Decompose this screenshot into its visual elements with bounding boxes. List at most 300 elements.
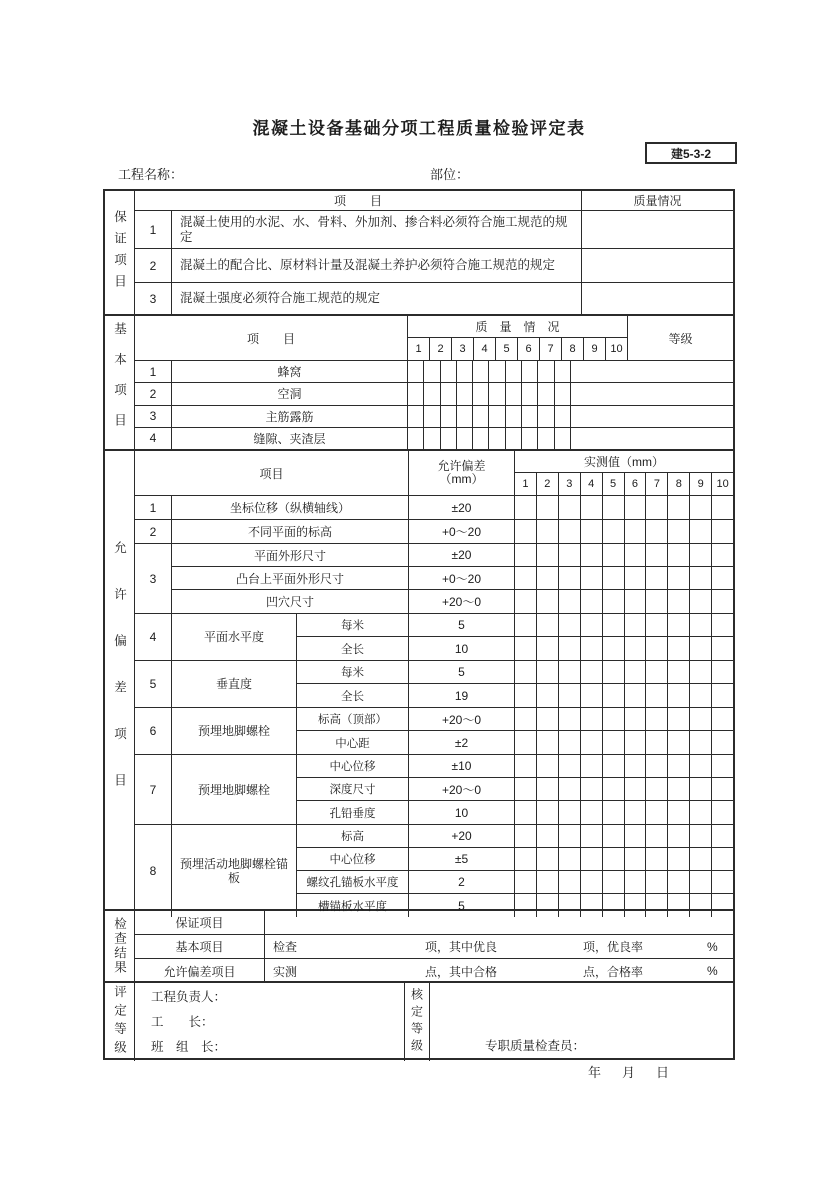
grid-cell[interactable] [712,708,733,730]
basic-row [135,383,733,405]
grid-cell[interactable] [537,520,559,543]
grid-cell[interactable] [559,871,581,893]
grid-cell[interactable] [668,614,690,636]
grid-cell[interactable] [668,871,690,893]
grid-cell[interactable] [581,778,603,800]
grid-cell[interactable] [712,567,733,589]
location-label: 部位： [430,167,470,182]
grid-cell[interactable] [668,661,690,683]
column-number: 8 [668,473,690,495]
grid-cell[interactable] [473,361,489,382]
grid-cell[interactable] [690,731,712,754]
grid-cell[interactable] [668,848,690,870]
deviation-subitem: 全长 [297,684,409,707]
grid-cell[interactable] [559,661,581,683]
grid-cell[interactable] [690,661,712,683]
grid-cell[interactable] [537,637,559,660]
grid-cell[interactable] [441,406,457,427]
grid-cell[interactable] [489,406,505,427]
deviation-measured-cells [515,731,733,754]
guarantee-quality-cell[interactable] [582,283,733,314]
check-guarantee-result-field[interactable] [265,911,733,934]
grid-cell[interactable] [690,544,712,566]
grid-cell[interactable] [515,520,537,543]
grid-cell[interactable] [646,801,668,824]
grid-cell[interactable] [690,778,712,800]
grid-cell[interactable] [559,801,581,824]
grid-cell[interactable] [537,661,559,683]
grid-cell[interactable] [441,428,457,449]
grid-cell[interactable] [408,428,424,449]
grid-cell[interactable] [712,544,733,566]
grid-cell[interactable] [559,825,581,847]
grid-cell[interactable] [522,361,538,382]
grid-cell[interactable] [603,637,625,660]
deviation-allow-value: ±20 [409,496,515,519]
grid-cell[interactable] [515,590,537,613]
guarantee-header-quality: 质量情况 [633,194,682,208]
grid-cell[interactable] [581,684,603,707]
grid-cell[interactable] [712,801,733,824]
grid-cell[interactable] [625,871,647,893]
grid-cell[interactable] [441,383,457,404]
deviation-header-measured: 实测值（mm） [515,451,733,473]
grid-cell[interactable] [515,708,537,730]
grid-cell[interactable] [555,383,570,404]
grid-cell[interactable] [581,848,603,870]
grid-cell[interactable] [581,871,603,893]
deviation-item-number: 5 [135,661,172,707]
grid-cell[interactable] [559,496,581,519]
grid-cell[interactable] [506,428,522,449]
grid-cell[interactable] [515,778,537,800]
grid-cell[interactable] [625,544,647,566]
grid-cell[interactable] [581,661,603,683]
column-number: 5 [603,473,625,495]
basic-grade-cell[interactable] [571,406,733,427]
grid-cell[interactable] [506,361,522,382]
grid-cell[interactable] [625,755,647,777]
grid-cell[interactable] [690,708,712,730]
basic-section-label: 基本项目 [105,316,135,449]
grid-cell[interactable] [559,590,581,613]
grid-cell[interactable] [625,567,647,589]
grid-cell[interactable] [646,848,668,870]
grid-cell[interactable] [506,406,522,427]
grid-cell[interactable] [690,637,712,660]
grid-cell[interactable] [603,801,625,824]
grid-cell[interactable] [603,496,625,519]
check-basic-prefix: 检查 [273,940,298,954]
grid-cell[interactable] [581,567,603,589]
grid-cell[interactable] [538,406,554,427]
grid-cell[interactable] [712,637,733,660]
grid-cell[interactable] [625,496,647,519]
grid-cell[interactable] [555,406,570,427]
grid-cell[interactable] [646,708,668,730]
grid-cell[interactable] [690,755,712,777]
grid-cell[interactable] [646,637,668,660]
column-number: 9 [584,338,606,360]
deviation-header-row [135,451,733,496]
grid-cell[interactable] [515,544,537,566]
grid-cell[interactable] [625,708,647,730]
grid-cell[interactable] [522,383,538,404]
check-basic-label: 基本项目 [135,935,265,958]
grid-cell[interactable] [712,590,733,613]
guarantee-item-number: 3 [135,283,172,314]
deviation-measured-cells [515,825,733,847]
grid-cell[interactable] [712,496,733,519]
grid-cell[interactable] [559,684,581,707]
grid-cell[interactable] [712,825,733,847]
grid-cell[interactable] [559,637,581,660]
grid-cell[interactable] [646,731,668,754]
grid-cell[interactable] [712,731,733,754]
grid-cell[interactable] [515,684,537,707]
column-number: 7 [540,338,562,360]
check-basic-result-field[interactable] [265,935,734,958]
basic-item-text: 主筋露筋 [172,406,408,427]
deviation-allow-value: 2 [409,871,515,893]
grid-cell[interactable] [489,361,505,382]
grid-cell[interactable] [625,661,647,683]
grid-cell[interactable] [646,755,668,777]
grid-cell[interactable] [515,755,537,777]
guarantee-item-text: 混凝土的配合比、原材料计量及混凝土养护必须符合施工规范的规定 [172,249,582,282]
grid-cell[interactable] [424,383,440,404]
deviation-item-text: 凹穴尺寸 [172,590,409,613]
date-line: 年 月 日 [588,1065,674,1080]
grid-cell[interactable] [424,361,440,382]
grid-cell[interactable] [537,848,559,870]
deviation-header-measured-block [515,451,733,495]
basic-grade-cell[interactable] [571,383,733,404]
deviation-allow-value: +20 [409,825,515,847]
grid-cell[interactable] [690,567,712,589]
grid-cell[interactable] [646,567,668,589]
grid-cell[interactable] [538,361,554,382]
grid-cell[interactable] [559,755,581,777]
column-number: 5 [496,338,518,360]
grid-cell[interactable] [625,778,647,800]
grid-cell[interactable] [537,755,559,777]
grid-cell[interactable] [537,590,559,613]
grid-cell[interactable] [603,755,625,777]
deviation-item-number: 1 [135,496,172,519]
grid-cell[interactable] [668,496,690,519]
deviation-subitem: 每米 [297,614,409,636]
grid-cell[interactable] [603,825,625,847]
grid-cell[interactable] [646,684,668,707]
grid-cell[interactable] [581,708,603,730]
grid-cell[interactable] [522,428,538,449]
grid-cell[interactable] [457,383,473,404]
grid-cell[interactable] [712,684,733,707]
grid-cell[interactable] [690,496,712,519]
grid-cell[interactable] [522,406,538,427]
grid-cell[interactable] [515,496,537,519]
grid-cell[interactable] [668,637,690,660]
grid-cell[interactable] [559,614,581,636]
grid-cell[interactable] [555,361,570,382]
guarantee-header-row [135,191,733,211]
grid-cell[interactable] [408,383,424,404]
grid-cell[interactable] [537,801,559,824]
check-basic-percent: % [707,939,718,954]
grid-cell[interactable] [581,801,603,824]
grid-cell[interactable] [712,661,733,683]
grid-cell[interactable] [473,428,489,449]
grid-cell[interactable] [537,614,559,636]
grid-cell[interactable] [515,637,537,660]
grid-cell[interactable] [690,614,712,636]
grid-cell[interactable] [457,361,473,382]
deviation-measured-cells [515,848,733,870]
grid-cell[interactable] [712,614,733,636]
grid-cell[interactable] [603,520,625,543]
deviation-header-allow [409,451,515,495]
grid-cell[interactable] [473,383,489,404]
grid-cell[interactable] [646,496,668,519]
grid-cell[interactable] [457,406,473,427]
grid-cell[interactable] [690,871,712,893]
grid-cell[interactable] [473,406,489,427]
grid-cell[interactable] [646,614,668,636]
deviation-group [135,661,733,708]
column-number: 2 [537,473,559,495]
guarantee-item-number: 2 [135,249,172,282]
grid-cell[interactable] [581,637,603,660]
grid-cell[interactable] [625,684,647,707]
grid-cell[interactable] [603,661,625,683]
grid-cell[interactable] [603,614,625,636]
grid-cell[interactable] [625,520,647,543]
grid-cell[interactable] [668,825,690,847]
grid-cell[interactable] [559,567,581,589]
grid-cell[interactable] [515,567,537,589]
grid-cell[interactable] [603,848,625,870]
grid-cell[interactable] [559,778,581,800]
grid-cell[interactable] [424,428,440,449]
deviation-allow-value: 5 [409,661,515,683]
grid-cell[interactable] [603,731,625,754]
grid-cell[interactable] [625,590,647,613]
grid-cell[interactable] [603,544,625,566]
guarantee-item-number: 1 [135,211,172,248]
grid-cell[interactable] [668,684,690,707]
grid-cell[interactable] [712,520,733,543]
grid-cell[interactable] [668,544,690,566]
verify-grade-field[interactable] [430,983,733,1061]
grid-cell[interactable] [515,871,537,893]
grid-cell[interactable] [690,684,712,707]
grid-cell[interactable] [646,590,668,613]
grid-cell[interactable] [538,428,554,449]
basic-quality-cells [408,428,571,449]
guarantee-section [105,191,733,316]
deviation-allow-value: ±5 [409,848,515,870]
grid-cell[interactable] [489,383,505,404]
grid-cell[interactable] [559,520,581,543]
deviation-measured-cells [515,801,733,824]
grid-cell[interactable] [646,778,668,800]
guarantee-quality-cell[interactable] [582,211,733,248]
grid-cell[interactable] [712,755,733,777]
grid-cell[interactable] [581,590,603,613]
grid-cell[interactable] [457,428,473,449]
check-guarantee-row [135,911,733,935]
basic-header-row [135,316,733,361]
deviation-group [135,544,733,614]
deviation-row [172,520,733,543]
grid-cell[interactable] [555,428,570,449]
grid-cell[interactable] [581,520,603,543]
grid-cell[interactable] [424,406,440,427]
grid-cell[interactable] [668,731,690,754]
basic-grade-cell[interactable] [571,428,733,449]
deviation-group [135,520,733,544]
grid-cell[interactable] [515,825,537,847]
grid-cell[interactable] [625,801,647,824]
grid-cell[interactable] [668,567,690,589]
deviation-subitem: 中心位移 [297,755,409,777]
deviation-subitem: 标高 [297,825,409,847]
grid-cell[interactable] [603,871,625,893]
project-name-label: 工程名称： [118,167,184,182]
grid-cell[interactable] [581,731,603,754]
deviation-measured-cells [515,637,733,660]
check-deviation-result-field[interactable] [265,959,734,983]
deviation-allow-value: 5 [409,894,515,917]
grid-cell[interactable] [581,496,603,519]
column-number: 8 [562,338,584,360]
grid-cell[interactable] [690,590,712,613]
deviation-subitem: 孔铅垂度 [297,801,409,824]
grid-cell[interactable] [515,614,537,636]
grid-cell[interactable] [646,871,668,893]
grid-cell[interactable] [537,871,559,893]
grid-cell[interactable] [559,544,581,566]
grid-cell[interactable] [625,731,647,754]
grid-cell[interactable] [668,520,690,543]
deviation-subitem: 螺纹孔锚板水平度 [297,871,409,893]
grid-cell[interactable] [506,383,522,404]
grid-cell[interactable] [690,825,712,847]
grid-cell[interactable] [603,708,625,730]
grid-cell[interactable] [603,684,625,707]
grid-cell[interactable] [690,520,712,543]
grid-cell[interactable] [581,544,603,566]
grid-cell[interactable] [537,778,559,800]
grid-cell[interactable] [603,778,625,800]
grid-cell[interactable] [489,428,505,449]
grid-cell[interactable] [668,755,690,777]
grid-cell[interactable] [408,361,424,382]
grid-cell[interactable] [537,825,559,847]
deviation-group [135,614,733,661]
grid-cell[interactable] [515,661,537,683]
grid-cell[interactable] [559,731,581,754]
deviation-measured-cells [515,520,733,543]
grid-cell[interactable] [625,614,647,636]
grid-cell[interactable] [625,637,647,660]
grid-cell[interactable] [441,361,457,382]
verify-grade-label: 核定等级 [405,983,430,1061]
column-number: 7 [646,473,668,495]
grid-cell[interactable] [646,520,668,543]
grid-cell[interactable] [712,778,733,800]
grid-cell[interactable] [690,848,712,870]
guarantee-item-text: 混凝土使用的水泥、水、骨料、外加剂、掺合料必须符合施工规范的规定 [172,211,582,248]
basic-grade-cell[interactable] [571,361,733,382]
column-number: 9 [690,473,712,495]
basic-item-text: 缝隙、夹渣层 [172,428,408,449]
deviation-row [297,614,733,637]
grid-cell[interactable] [646,661,668,683]
basic-item-number: 1 [135,361,172,382]
basic-header-grade: 等级 [668,331,693,346]
grid-cell[interactable] [581,755,603,777]
grid-cell[interactable] [712,848,733,870]
grid-cell[interactable] [538,383,554,404]
grid-cell[interactable] [537,731,559,754]
grid-cell[interactable] [603,590,625,613]
deviation-measured-cells [515,755,733,777]
grid-cell[interactable] [668,590,690,613]
grid-cell[interactable] [603,567,625,589]
grid-cell[interactable] [537,544,559,566]
deviation-row [172,567,733,590]
guarantee-quality-cell[interactable] [582,249,733,282]
deviation-row [172,590,733,613]
grid-cell[interactable] [646,825,668,847]
grid-cell[interactable] [581,825,603,847]
grid-cell[interactable] [581,614,603,636]
grid-cell[interactable] [690,801,712,824]
grid-cell[interactable] [537,567,559,589]
deviation-item-text: 坐标位移（纵横轴线） [172,496,409,519]
grid-cell[interactable] [537,496,559,519]
deviation-allow-value: +20～0 [409,778,515,800]
grid-cell[interactable] [559,848,581,870]
grid-cell[interactable] [668,801,690,824]
grade-section-label: 评定等级 [105,983,135,1061]
grid-cell[interactable] [646,544,668,566]
grid-cell[interactable] [712,871,733,893]
grid-cell[interactable] [625,848,647,870]
deviation-group [135,708,733,755]
grid-cell[interactable] [537,708,559,730]
grid-cell[interactable] [537,684,559,707]
grid-cell[interactable] [515,731,537,754]
deviation-section-label: 允许偏差项目 [105,451,135,909]
grid-cell[interactable] [408,406,424,427]
grid-cell[interactable] [559,708,581,730]
grid-cell[interactable] [515,848,537,870]
deviation-row [297,801,733,824]
deviation-item-text: 不同平面的标高 [172,520,409,543]
basic-header-item: 项 目 [135,316,408,360]
grid-cell[interactable] [515,801,537,824]
deviation-allow-value: +0～20 [409,567,515,589]
guarantee-section-label: 保证项目 [105,191,135,314]
basic-row [135,406,733,428]
grid-cell[interactable] [668,708,690,730]
grid-cell[interactable] [625,825,647,847]
column-number: 4 [581,473,603,495]
grid-cell[interactable] [668,778,690,800]
